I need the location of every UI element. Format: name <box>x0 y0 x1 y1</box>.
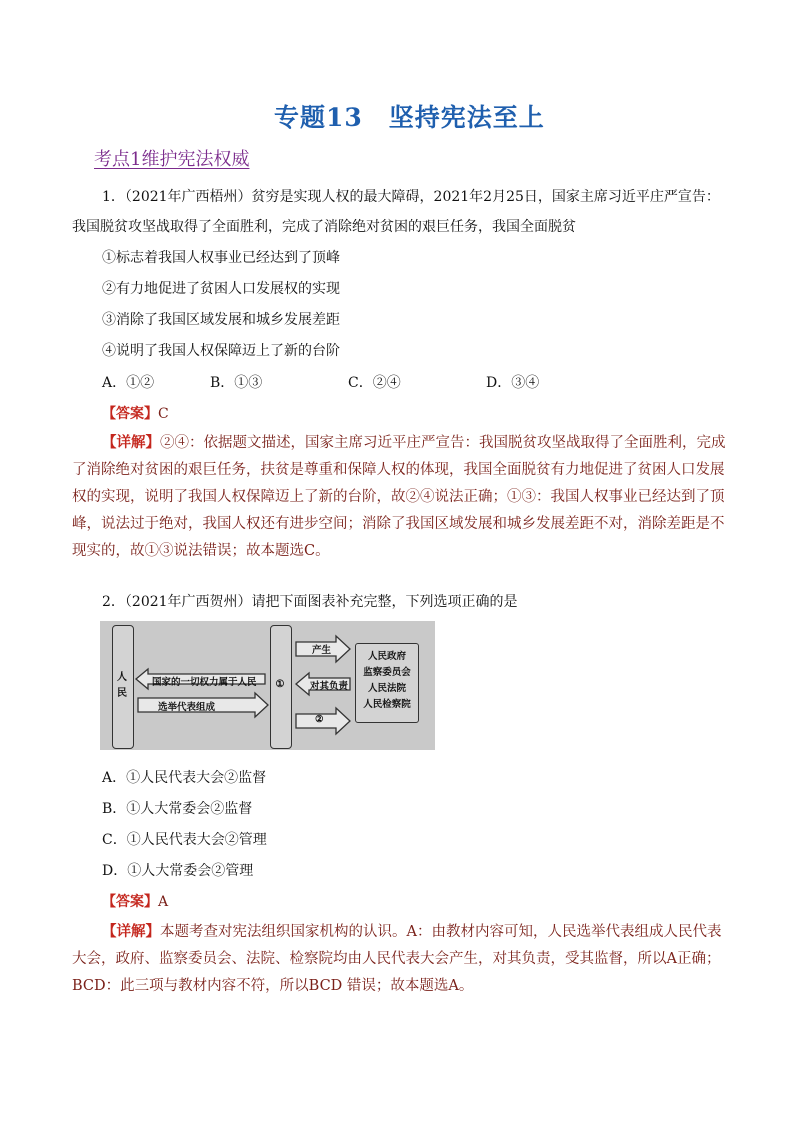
q2-answer-value: A <box>158 894 169 910</box>
q1-stem-line2: 我国脱贫攻坚战取得了全面胜利，完成了消除绝对贫困的艰巨任务，我国全面脱贫 <box>72 219 576 235</box>
people-label: 人民 <box>117 672 127 699</box>
q2-stem: 2．（2021年广西贺州）请把下面图表补充完整，下列选项正确的是 <box>102 594 518 610</box>
arrow-power-label: 国家的一切权力属于人民 <box>152 677 257 688</box>
q1-answer <box>102 403 169 423</box>
q1-item-1: ①标志着我国人权事业已经达到了顶峰 <box>102 250 340 266</box>
q2-option-c: C．①人民代表大会②管理 <box>102 832 267 848</box>
organ-court: 人民法院 <box>367 683 406 694</box>
q1-option-c: C．②④ <box>348 375 401 391</box>
blank-two-label: ② <box>315 714 324 725</box>
q1-detail-tag: 【详解】 <box>102 434 160 451</box>
q2-option-d: D．①人大常委会②管理 <box>102 863 254 879</box>
q2-detail <box>72 918 732 1000</box>
blank-one-label: ① <box>275 679 285 690</box>
q1-stem-line1: 1．（2021年广西梧州）贫穷是实现人权的最大障碍，2021年2月25日，国家主席习近平庄严宣告： <box>102 189 720 205</box>
page-title: 专题13 坚持宪法至上 <box>274 103 545 132</box>
q1-item-3: ③消除了我国区域发展和城乡发展差距 <box>102 312 340 328</box>
q2-option-b: B．①人大常委会②监督 <box>102 801 253 817</box>
q2-option-a: A．①人民代表大会②监督 <box>102 770 267 786</box>
responsible-label: 对其负责 <box>310 681 349 692</box>
q1-answer-tag: 【答案】 <box>102 406 158 422</box>
q2-detail-tag: 【详解】 <box>102 923 160 940</box>
q1-answer-value: C <box>158 406 169 422</box>
q2-answer-tag: 【答案】 <box>102 894 158 910</box>
q1-detail <box>72 429 732 565</box>
q2-diagram <box>100 621 435 750</box>
q1-option-b: B．①③ <box>210 375 263 391</box>
section-heading: 考点1维护宪法权威 <box>94 149 250 170</box>
q1-option-d: D．③④ <box>486 375 540 391</box>
produce-label: 产生 <box>312 645 332 656</box>
q1-detail-text: ②④：依据题文描述，国家主席习近平庄严宣告：我国脱贫攻坚战取得了全面胜利，完成了消除绝对贫困的艰巨任务，扶贫是尊重和保障人权的体现，我国全面脱贫有力地促进了贫困人口发展权的实现，说明了我国人权保障迈上了新的台阶，故②④说法正确；①③：我国人权事业已经达到了顶峰，说法过于绝对，我国人权还有进步空间；消除了我国区域发展和城乡发展差距不对，消除差距是不现实的，故①③说法错误；故本题选C。 <box>72 435 726 559</box>
organ-supervision: 监察委员会 <box>363 667 411 678</box>
q1-option-a: A．①② <box>102 375 155 391</box>
organ-procuratorate: 人民检察院 <box>363 699 411 710</box>
q1-item-2: ②有力地促进了贫困人口发展权的实现 <box>102 281 340 297</box>
q1-item-4: ④说明了我国人权保障迈上了新的台阶 <box>102 343 340 359</box>
q2-answer <box>102 891 168 911</box>
arrow-elect-label: 选举代表组成 <box>158 702 216 713</box>
organ-government: 人民政府 <box>367 651 406 662</box>
state-organs-box <box>355 643 419 723</box>
q2-detail-text: 本题考查对宪法组织国家机构的认识。A：由教材内容可知，人民选举代表组成人民代表大会，政府、监察委员会、法院、检察院均由人民代表大会产生，对其负责，受其监督，所以A正确；BCD：此三项与教材内容不符，所以BCD 错误；故本题选A。 <box>72 924 722 994</box>
